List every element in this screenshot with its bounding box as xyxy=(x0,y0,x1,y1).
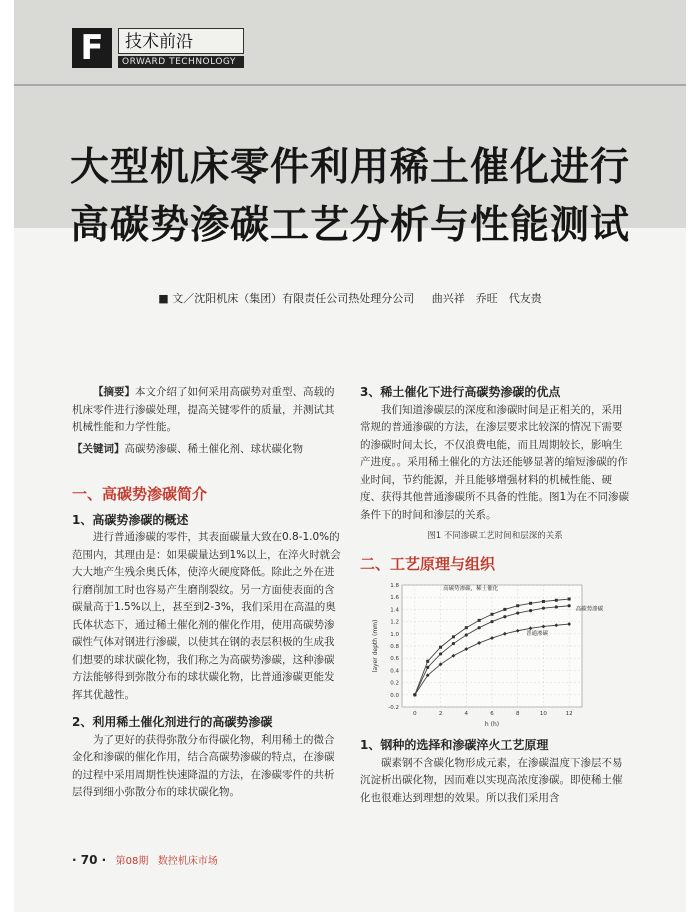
byline-authors: 曲兴祥 乔旺 代友贵 xyxy=(431,292,542,305)
page-number: · 70 · xyxy=(72,853,107,867)
article-title-line2: 高碳势渗碳工艺分析与性能测试 xyxy=(69,203,630,248)
data-point xyxy=(542,600,545,603)
data-point xyxy=(568,598,571,601)
figure-caption: 图1 不同渗碳工艺时间和层深的关系 xyxy=(427,531,563,541)
keywords-label: 【关键词】 xyxy=(72,442,125,455)
abstract-label: 【摘要】 xyxy=(93,386,135,398)
y-tick-label: 1.0 xyxy=(390,631,399,638)
x-tick-label: 6 xyxy=(490,711,494,717)
x-axis-label: h (h) xyxy=(484,721,500,728)
y-tick-label: 1.8 xyxy=(390,583,399,589)
title-rule xyxy=(14,84,686,86)
x-tick-label: 12 xyxy=(565,711,573,717)
section-logo: F xyxy=(72,28,112,68)
section-2-1-heading: 1、钢种的选择和渗碳淬火工艺原理 xyxy=(360,738,549,752)
y-tick-label: 0.8 xyxy=(390,644,399,650)
y-tick-label: 0.0 xyxy=(390,692,399,699)
section-2-1-text: 碳素钢不含碳化物形成元素，在渗碳温度下渗层不易沉淀析出碳化物，因而难以实现高浓度渗碳。即使稀土催化也很难达到理想的效果。所以我们采用含 xyxy=(360,756,623,804)
x-tick-label: 2 xyxy=(438,711,443,717)
data-point xyxy=(491,613,494,616)
x-tick-label: 10 xyxy=(539,711,547,717)
y-tick-label: 1.2 xyxy=(390,619,399,626)
figure-1-chart xyxy=(368,579,604,729)
data-point xyxy=(503,615,506,618)
data-point xyxy=(478,626,481,629)
section-1-1-heading: 1、高碳势渗碳的概述 xyxy=(72,512,189,527)
page xyxy=(14,0,686,912)
section-1-3-heading: 3、稀土催化下进行高碳势渗碳的优点 xyxy=(360,385,561,399)
data-point xyxy=(452,642,455,645)
section-1-2-text: 为了更好的获得弥散分布得碳化物，利用稀土的微合金化和渗碳的催化作用，结合高碳势渗碳的特点，在渗碳的过程中采用周期性快速降温的方法，在渗碳零件的共析层得到细小弥散分布的球状碳化物。 xyxy=(72,733,335,798)
series-annotation: 高碳势渗碳 xyxy=(575,606,604,613)
right-column xyxy=(360,384,630,807)
page-footer xyxy=(72,852,218,867)
data-point xyxy=(439,646,442,649)
data-point xyxy=(503,608,506,611)
data-point xyxy=(516,611,519,614)
data-point xyxy=(542,607,545,610)
keywords xyxy=(72,441,342,459)
x-tick-label: 0 xyxy=(413,711,417,717)
section-english-name: ORWARD TECHNOLOGY xyxy=(118,56,244,68)
data-point xyxy=(465,633,468,636)
y-tick-label: 0.6 xyxy=(390,656,399,663)
magazine-name: 数控机床市场 xyxy=(157,856,218,867)
byline-affiliation: 文／沈阳机床（集团）有限责任公司热处理分公司 xyxy=(172,292,415,305)
byline-marker: ■ xyxy=(158,292,169,305)
section-1-2-heading: 2、利用稀土催化剂进行的高碳势渗碳 xyxy=(72,715,273,729)
keywords-text: 高碳势渗碳、稀土催化剂、球状碳化物 xyxy=(124,442,303,455)
data-point xyxy=(439,652,442,655)
y-axis-label: layer depth (mm) xyxy=(372,619,379,673)
section-name: 技术前沿 xyxy=(118,28,244,54)
data-point xyxy=(555,599,558,602)
article-title-line1: 大型机床零件利用稀土催化进行 xyxy=(69,145,630,190)
abstract-text: 本文介绍了如何采用高碳势对重型、高载的机床零件进行渗碳处理，提高关键零件的质量，并测试其机械性能和力学性能。 xyxy=(72,386,335,433)
y-tick-label: 0.2 xyxy=(390,680,399,687)
x-tick-label: 4 xyxy=(464,711,469,717)
abstract xyxy=(72,384,342,437)
y-tick-label: -0.2 xyxy=(388,705,399,711)
y-tick-label: 0.4 xyxy=(390,668,399,675)
issue-number: 第08期 xyxy=(115,856,149,867)
series-annotation: 高碳势渗碳，稀土催化 xyxy=(443,585,499,592)
data-point xyxy=(490,620,493,623)
section-2-heading: 二、工艺原理与组织 xyxy=(360,554,496,573)
y-tick-label: 1.6 xyxy=(390,595,399,602)
data-point xyxy=(529,609,532,612)
data-point xyxy=(465,626,468,629)
data-point xyxy=(426,660,429,663)
x-tick-label: 8 xyxy=(515,711,520,717)
data-point xyxy=(478,619,481,622)
data-point xyxy=(426,666,429,669)
data-point xyxy=(529,602,532,605)
data-point xyxy=(555,605,558,608)
data-point xyxy=(516,604,519,607)
y-tick-label: 1.4 xyxy=(390,607,399,614)
data-point xyxy=(452,635,455,638)
section-1-heading: 一、高碳势渗碳简介 xyxy=(72,485,208,503)
series-annotation: 普通渗碳 xyxy=(525,631,549,638)
byline xyxy=(14,290,686,306)
data-point xyxy=(568,604,571,607)
left-column xyxy=(72,384,342,802)
section-1-3-text: 我们知道渗碳层的深度和渗碳时间是正相关的，采用常规的普通渗碳的方法，在渗层要求比较深的情况下需要的渗碳时间太长，不仅浪费电能，而且周期较长，影响生产进度。。采用稀土催化的方法还能够显著的缩短渗碳的作业时间，节约能源，并且能够增强材料的机械性能、硬度、获得其他普通渗碳所不具备的性能。图1为在不同渗碳条件下的时间和渗层的关系。 xyxy=(360,403,630,521)
section-1-1-text: 进行普通渗碳的零件，其表面碳量大致在0.8-1.0%的范围内，其理由是：如果碳量达到1%以上，在淬火时就会大大地产生残余奥氏体，使淬火硬度降低。除此之外在进行磨削加工时也容易产生磨削裂纹。另一方面使表面的含碳量高于1.5%以上，甚至到2-3%，我们采用在高温的奥氏体状态下，通过稀土催化剂的催化作用，使用高碳势渗碳性气体对钢进行渗碳，以使其在钢的表层积极的生成我们想要的球状碳化物，我们称之为高碳势渗碳，这种渗碳方法能够得到弥散分布的球状碳化物，比普通渗碳更能发挥其优越性。 xyxy=(72,531,341,701)
